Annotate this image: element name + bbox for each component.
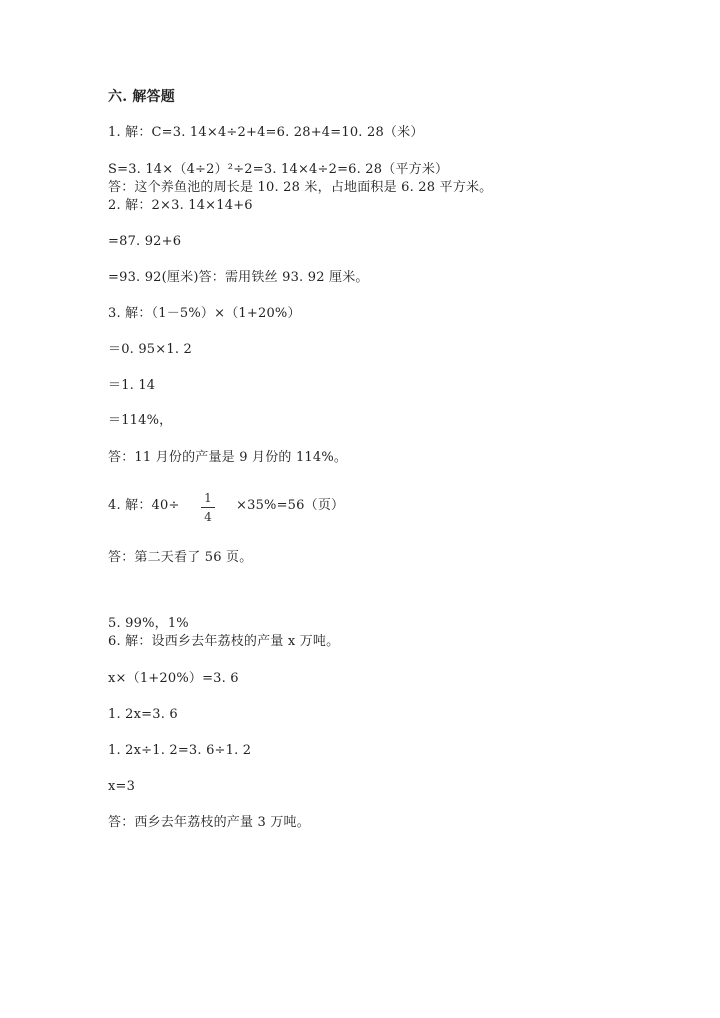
fraction-numerator: 1 bbox=[204, 491, 212, 505]
q5-line-1: 5. 99%，1% bbox=[108, 616, 189, 631]
section-title: 六. 解答题 bbox=[108, 89, 175, 105]
q1-line-1: 1. 解：C=3. 14×4÷2+4=6. 28+4=10. 28（米） bbox=[108, 125, 424, 140]
q3-line-2: ＝0. 95×1. 2 bbox=[108, 342, 192, 357]
fraction-bar bbox=[201, 507, 215, 508]
q4-prefix: 4. 解：40÷ bbox=[108, 498, 180, 513]
q4-suffix: ×35%=56（页） bbox=[236, 498, 345, 513]
q6-line-2: x×（1+20%）=3. 6 bbox=[108, 671, 239, 686]
q6-line-4: 1. 2x÷1. 2=3. 6÷1. 2 bbox=[108, 743, 252, 758]
q2-line-1: 2. 解：2×3. 14×14+6 bbox=[108, 198, 253, 213]
q1-line-2: S=3. 14×（4÷2）²÷2=3. 14×4÷2=6. 28（平方米） bbox=[108, 162, 449, 177]
q2-line-3: =93. 92(厘米)答：需用铁丝 93. 92 厘米。 bbox=[108, 270, 369, 285]
q6-line-5: x=3 bbox=[108, 779, 136, 794]
q3-answer: 答：11 月份的产量是 9 月份的 114%。 bbox=[108, 450, 348, 465]
q6-answer: 答：西乡去年荔枝的产量 3 万吨。 bbox=[108, 815, 310, 830]
q4-answer: 答：第二天看了 56 页。 bbox=[108, 550, 253, 565]
q6-line-1: 6. 解：设西乡去年荔枝的产量 x 万吨。 bbox=[108, 634, 340, 649]
fraction-denominator: 4 bbox=[204, 510, 212, 524]
q3-line-3: ＝1. 14 bbox=[108, 378, 156, 393]
q2-line-2: =87. 92+6 bbox=[108, 234, 182, 249]
q6-line-3: 1. 2x=3. 6 bbox=[108, 707, 178, 722]
q4-fraction bbox=[198, 491, 218, 524]
q1-answer: 答：这个养鱼池的周长是 10. 28 米，占地面积是 6. 28 平方米。 bbox=[108, 180, 493, 195]
q3-line-4: ＝114%， bbox=[108, 413, 173, 428]
q3-line-1: 3. 解：（1－5%）×（1+20%） bbox=[108, 306, 301, 321]
